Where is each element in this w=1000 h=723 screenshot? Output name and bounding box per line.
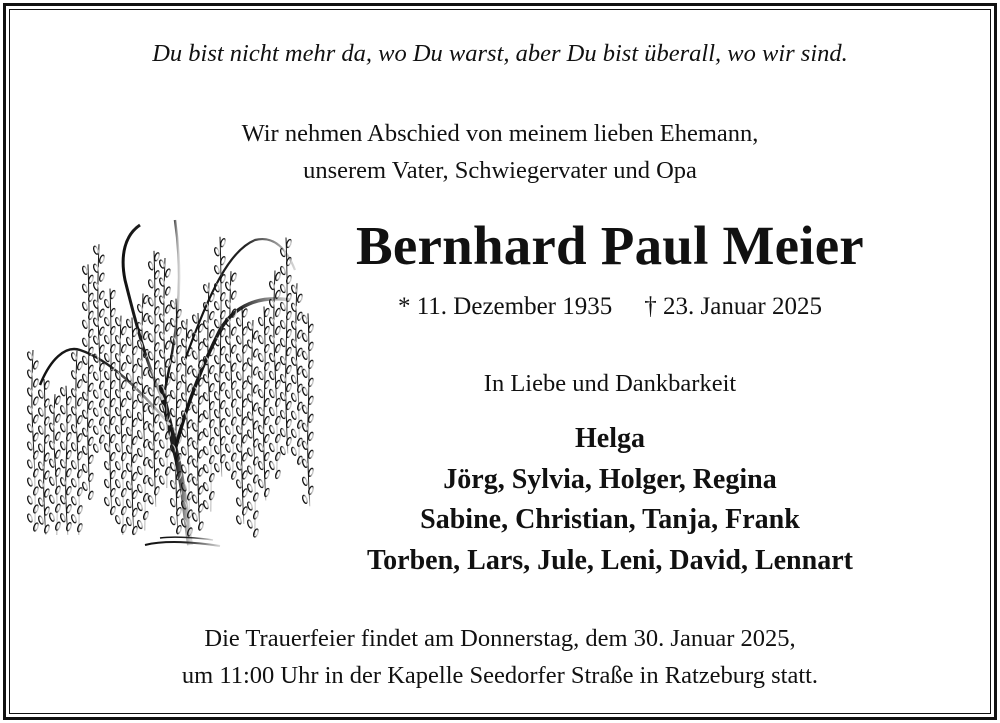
service-line-1: Die Trauerfeier findet am Donnerstag, dem 30. Januar 2025, [204, 625, 796, 652]
life-dates [300, 293, 920, 321]
family-line-4: Torben, Lars, Jule, Leni, David, Lennart [367, 544, 853, 576]
intro-text [0, 115, 1000, 189]
birth-date: * 11. Dezember 1935 [397, 293, 613, 320]
death-date: † 23. Januar 2025 [644, 293, 823, 320]
family-line-2: Jörg, Sylvia, Holger, Regina [443, 463, 777, 495]
intro-line-2: unserem Vater, Schwiegervater und Opa [303, 157, 697, 184]
family-line-1: Helga [575, 423, 645, 454]
funeral-service-info [0, 620, 1000, 694]
family-names [300, 419, 920, 581]
motto-quote: Du bist nicht mehr da, wo Du warst, aber Du bist überall, wo wir sind. [152, 40, 848, 67]
weeping-willow-icon [25, 210, 325, 555]
thanks-line: In Liebe und Dankbarkeit [483, 370, 737, 397]
family-line-3: Sabine, Christian, Tanja, Frank [420, 504, 800, 535]
service-line-2: um 11:00 Uhr in der Kapelle Seedorfer Straße in Ratzeburg statt. [181, 662, 819, 689]
intro-line-1: Wir nehmen Abschied von meinem lieben Ehemann, [241, 120, 759, 147]
deceased-name: Bernhard Paul Meier [356, 215, 864, 276]
